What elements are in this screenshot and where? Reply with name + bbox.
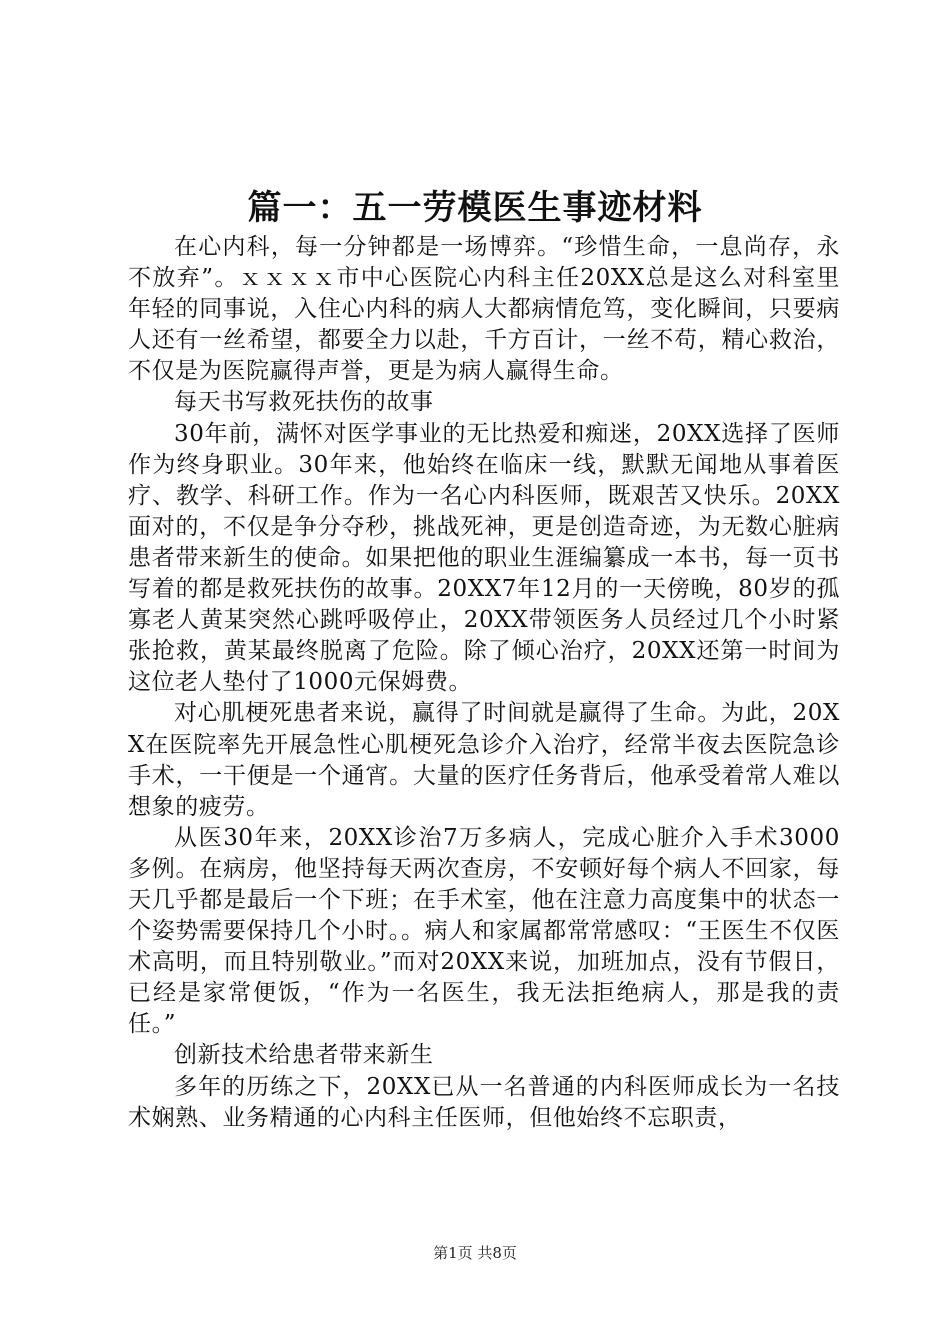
- paragraph-growth: 多年的历练之下，20XX已从一名普通的内科医师成长为一名技术娴熟、业务精通的心内科主任医师，但他始终不忘职责，: [128, 1073, 840, 1131]
- paragraph-practice: 从医30年来，20XX诊治7万多病人，完成心脏介入手术3000多例。在病房，他坚持每天两次查房，不安顿好每个病人不回家，每天几乎都是最后一个下班；在手术室，他在注意力高度集中的状态一个姿势需要保持几个小时。。病人和家属都常常感叹：“王医生不仅医术高明，而且特别敬业。”而对20XX来说，加班加点，没有节假日，已经是家常便饭，“作为一名医生，我无法拒绝病人，那是我的责任。”: [128, 824, 840, 1038]
- section-heading-stories: 每天书写救死扶伤的故事: [174, 389, 434, 416]
- paragraph-intro: 在心内科，每一分钟都是一场博弈。“珍惜生命，一息尚存，永不放弃”。ｘｘｘｘ市中心医院心内科主任20XX总是这么对科室里年轻的同事说，入住心内科的病人大都病情危笃，变化瞬间，只要病人还有一丝希望，都要全力以赴，千方百计，一丝不苟，精心救治，不仅是为医院赢得声誉，更是为病人赢得生命。: [128, 234, 840, 385]
- paragraph-myocardial: 对心肌梗死患者来说，赢得了时间就是赢得了生命。为此，20XX在医院率先开展急性心肌梗死急诊介入治疗，经常半夜去医院急诊手术，一干便是一个通宵。大量的医疗任务背后，他承受着常人难以想象的疲劳。: [128, 700, 840, 820]
- section-heading-innovation: 创新技术给患者带来新生: [174, 1042, 434, 1069]
- document-body: [128, 232, 840, 1134]
- paragraph-career: 30年前，满怀对医学事业的无比热爱和痴迷，20XX选择了医师作为终身职业。30年来，他始终在临床一线，默默无闻地从事着医疗、教学、科研工作。作为一名心内科医师，既艰苦又快乐。20XX面对的，不仅是争分夺秒，挑战死神，更是创造奇迹，为无数心脏病患者带来新生的使命。如果把他的职业生涯编纂成一本书，每一页书写着的都是救死扶伤的故事。20XX7年12月的一天傍晚，80岁的孤寡老人黄某突然心跳呼吸停止，20XX带领医务人员经过几个小时紧张抢救，黄某最终脱离了危险。除了倾心治疗，20XX还第一时间为这位老人垫付了1000元保姆费。: [128, 420, 840, 696]
- document-title: 篇一：五一劳模医生事迹材料: [247, 188, 703, 228]
- page-number-footer: 第1页 共8页: [433, 1244, 517, 1262]
